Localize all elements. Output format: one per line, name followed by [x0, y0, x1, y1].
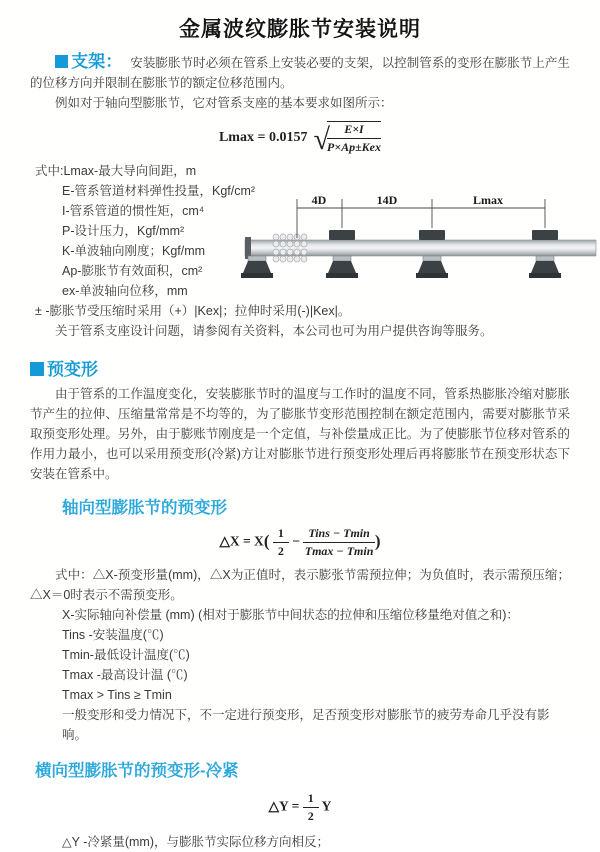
dimension-label-4d: 4D — [311, 193, 327, 207]
lateral-formula-lhs: △Y = — [268, 798, 300, 814]
pipe-end-flange — [245, 237, 251, 259]
pipe-anchor-support — [241, 256, 273, 278]
lateral-line: △Y -冷紧量(mm)，与膨胀节实际位移方向相反； — [62, 835, 330, 850]
support-intro-text: 安装膨胀节时必须在管系上安装必要的支架，以控制管系的变形在膨胀节上产生的位移方向并限制在膨胀节的额定位移范围内。 — [30, 56, 570, 90]
definition-line: K-单波轴向刚度；Kgf/mm — [62, 244, 206, 259]
lmax-formula-denominator: P×Ap±Kex — [326, 140, 382, 154]
support-example-line: 例如对于轴向型膨胀节，它对管系支座的基本要求如图所示： — [55, 96, 393, 110]
axial-frac2-num: Tins − Tmin — [303, 526, 375, 543]
definition-line: I-管系管道的惯性矩，cm⁴ — [62, 204, 205, 219]
lmax-formula-numerator: E×I — [327, 122, 381, 139]
pre-deform-section-heading — [30, 355, 600, 380]
page-title: 金属波纹膨胀节安装说明 — [179, 18, 421, 41]
formula-variable-definitions — [35, 161, 260, 301]
axial-formula: △X = X( $\frac{1}{2}$ − $\frac{\text{Tins − Tmin}}{Tmax - Tmin}$ ) — [219, 526, 381, 559]
axial-formula-lhs: △X = X — [219, 533, 264, 549]
axial-frac1-num: 1 — [273, 526, 289, 543]
axial-frac2-den: Tmax − Tmin — [304, 544, 374, 559]
lmax-formula — [0, 121, 600, 157]
axial-line: Tmin-最低设计温度(℃) — [62, 648, 190, 663]
support-section-heading: 支架： — [71, 52, 123, 71]
pipe-support-diagram — [243, 192, 599, 292]
lateral-frac-num: 1 — [303, 791, 319, 808]
axial-explain-paragraph: 式中：△X-预变形量(mm)，△X为正值时，表示膨张节需预拉伸；为负值时，表示需预压缩；△X＝0时表示不需预变形。 — [30, 568, 570, 603]
lmax-formula-lhs: Lmax = 0.0157 — [218, 130, 308, 146]
definition-line: P-设计压力，Kgf/mm² — [62, 224, 185, 239]
definition-line: 式中:Lmax-最大导向间距，m — [35, 164, 197, 179]
section-bullet-square-icon — [30, 362, 44, 376]
dimension-label-14d: 14D — [376, 193, 398, 207]
axial-line: Tmax -最高设计温 (℃) — [62, 668, 188, 683]
lateral-formula — [0, 791, 600, 824]
lateral-frac-den: 2 — [307, 809, 314, 824]
lateral-formula-rhs: Y — [321, 798, 332, 814]
definition-line: Ap-膨胀节有效面积，cm² — [62, 264, 203, 279]
axial-subheading: 轴向型膨胀节的预变形 — [62, 499, 227, 518]
axial-line: X-实际轴向补偿量 (mm) (相对于膨胀节中间状态的拉伸和压缩位移量绝对值之和)： — [62, 608, 519, 623]
service-note: 关于管系支座设计问题，请参阅有关资料，本公司也可为用户提供咨询等服务。 — [55, 324, 493, 339]
dimension-label-lmax: Lmax — [473, 193, 503, 207]
definition-line: E-管系管道材料弹性投量，Kgf/cm² — [62, 184, 256, 199]
radical-sign: √ — [313, 123, 330, 157]
minus-sign: − — [292, 533, 300, 549]
axial-line: Tins -安装温度(℃) — [62, 628, 164, 643]
sign-convention-note: ± -膨胀节受压缩时采用（+）|Kex|；拉伸时采用(-)|Kex|。 — [35, 304, 351, 319]
pre-deform-paragraph: 由于管系的工作温度变化，安装膨胀节时的温度与工作时的温度不同，管系热膨胀冷缩对膨胀节产生的拉伸、压缩量常常是不均等的，为了膨胀节变形范围控制在额定范围内，需要对膨胀节采取预变形处理。另外，由于膨账节刚度是一个定值，与补偿量成正比。为了使膨胀节位移对管系的作用力最小，也可以采用预变形(冷紧)方让对膨胀节进行预变形处理后再将膨胀节在预变形状态下安装在管系中。 — [30, 387, 570, 482]
axial-line: Tmax > Tins ≥ Tmin — [62, 688, 172, 703]
definition-line: ex-单波轴向位移，mm — [62, 284, 188, 299]
axial-frac1-den: 2 — [277, 544, 284, 559]
pre-deform-heading-label: 预变形 — [47, 360, 98, 380]
section-bullet-square-icon — [55, 55, 68, 68]
axial-line: 一般变形和受力情况下，不一定进行预变形，足否预变形对膨胀节的疲劳寿命几乎没有影响。 — [62, 708, 550, 743]
lateral-subheading: 横向型膨胀节的预变形-冷紧 — [35, 762, 239, 781]
support-intro-paragraph — [30, 52, 570, 93]
